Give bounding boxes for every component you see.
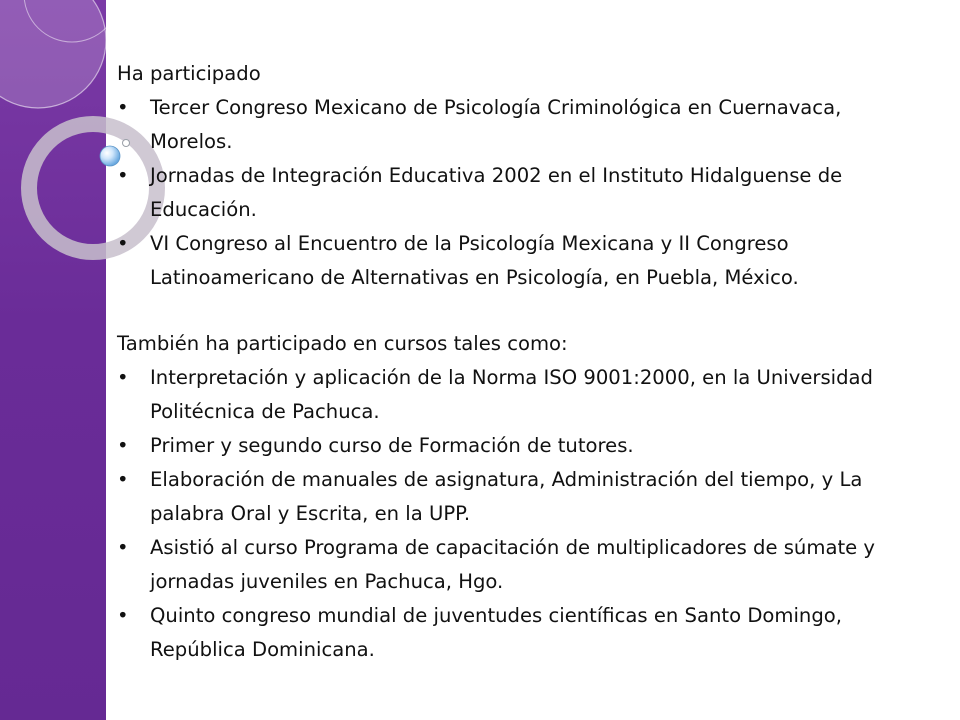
list-item [117, 227, 917, 295]
list-item [117, 91, 917, 159]
bullet-icon: • [117, 536, 129, 559]
list-item-text: Interpretación y aplicación de la Norma ISO 9001:2000, en la Universidad Politécnica de Pachuca. [150, 366, 873, 423]
list-item-text: Tercer Congreso Mexicano de Psicología Criminológica en Cuernavaca, Morelos. [150, 96, 842, 153]
bullet-icon: • [117, 366, 129, 389]
list-item [117, 463, 917, 531]
list-item-text: Primer y segundo curso de Formación de tutores. [150, 434, 634, 457]
list-item [117, 531, 917, 599]
bullet-icon: • [117, 434, 129, 457]
bullet-icon: • [117, 164, 129, 187]
section-heading-courses: También ha participado en cursos tales como: [117, 332, 568, 355]
bullet-icon: • [117, 468, 129, 491]
bullet-icon: • [117, 232, 129, 255]
section-spacer [117, 295, 917, 327]
list-item [117, 361, 917, 429]
bullet-icon: • [117, 604, 129, 627]
list-item-text: VI Congreso al Encuentro de la Psicología Mexicana y II Congreso Latinoamericano de Alternativas en Psicología, en Puebla, México. [150, 232, 799, 289]
participations-list [117, 91, 917, 295]
list-item-text: Jornadas de Integración Educativa 2002 en el Instituto Hidalguense de Educación. [150, 164, 843, 221]
section-heading-participations: Ha participado [117, 62, 261, 85]
list-item [117, 429, 917, 463]
courses-list [117, 361, 917, 667]
list-item [117, 159, 917, 227]
list-item [117, 599, 917, 667]
slide-content [117, 57, 917, 667]
large-circle-shape [0, 0, 106, 108]
bullet-icon: • [117, 96, 129, 119]
list-item-text: Elaboración de manuales de asignatura, Administración del tiempo, y La palabra Oral y Escrita, en la UPP. [150, 468, 863, 525]
list-item-text: Quinto congreso mundial de juventudes científicas en Santo Domingo, República Dominicana. [150, 604, 842, 661]
list-item-text: Asistió al curso Programa de capacitación de multiplicadores de súmate y jornadas juveniles en Pachuca, Hgo. [150, 536, 876, 593]
